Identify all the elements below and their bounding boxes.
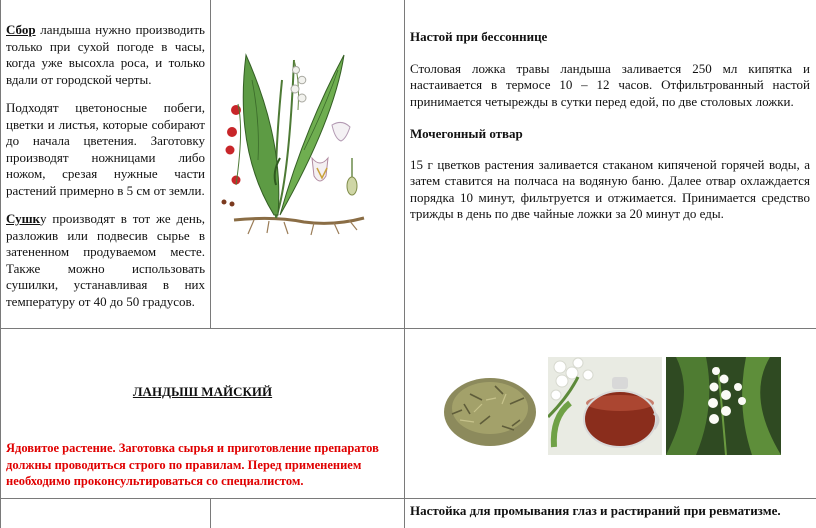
collection-lead: Сбор [6,22,36,37]
warning-text: Ядовитое растение. Заготовка сырья и приготовление препаратов должны проводиться строго по правилам. Перед применением необходимо проконсультироваться со специалистом. [6,441,379,488]
grid-line [210,0,211,328]
grid-line [404,0,405,528]
tea-image [548,357,662,455]
grid-line [0,328,816,329]
flowers-image [666,357,781,455]
shoots-paragraph: Подходят цветоносные побеги, цветки и листья, которые собирают до начала цветения. Заготовку производят ножницами либо ножом, срезая нужные части растений примерно в 5 см от земли. [6,100,205,198]
diuretic-text: 15 г цветков растения заливается стаканом кипяченой горячей воды, а затем ставится на полчаса на водяную баню. Далее отвар охлаждается порядка 10 минут, фильтруется и отжимается. Принимается средство трижды в день по две чайные ложки за 20 минут до еды. [410,156,810,221]
drying-lead: Сушк [6,211,41,226]
diuretic-heading: Мочегонный отвар [410,126,523,141]
drying-text: у производят в тот же день, разложив или подвесив сырье в затененном продуваемом месте. Также можно использовать сушилки, устанавливая в них температуру от 40 до 50 градусов. [6,211,205,309]
tincture-heading: Настойка для промывания глаз и растираний при ревматизме. [410,503,781,518]
recipes-block [410,29,810,223]
grid-line [0,498,816,499]
insomnia-text: Столовая ложка травы ландыша заливается 250 мл кипятка и настаивается в термосе 10 – 12 часов. Отфильтрованный настой принимается четырежды в сутки перед едой, по две столовых ложки. [410,60,810,109]
grid-line [0,0,1,528]
grid-line [210,498,211,528]
collection-text: ландыша нужно производить только при сухой погоде в часы, когда уже высохла роса, и только вдали от городской черты. [6,22,205,87]
insomnia-heading: Настой при бессоннице [410,29,548,44]
drying-paragraph [6,211,205,310]
dried-herb-image [440,364,540,450]
collection-paragraph [6,22,205,88]
page-title: ЛАНДЫШ МАЙСКИЙ [132,384,273,399]
botanical-illustration [214,40,384,240]
harvest-text-block [6,22,205,322]
